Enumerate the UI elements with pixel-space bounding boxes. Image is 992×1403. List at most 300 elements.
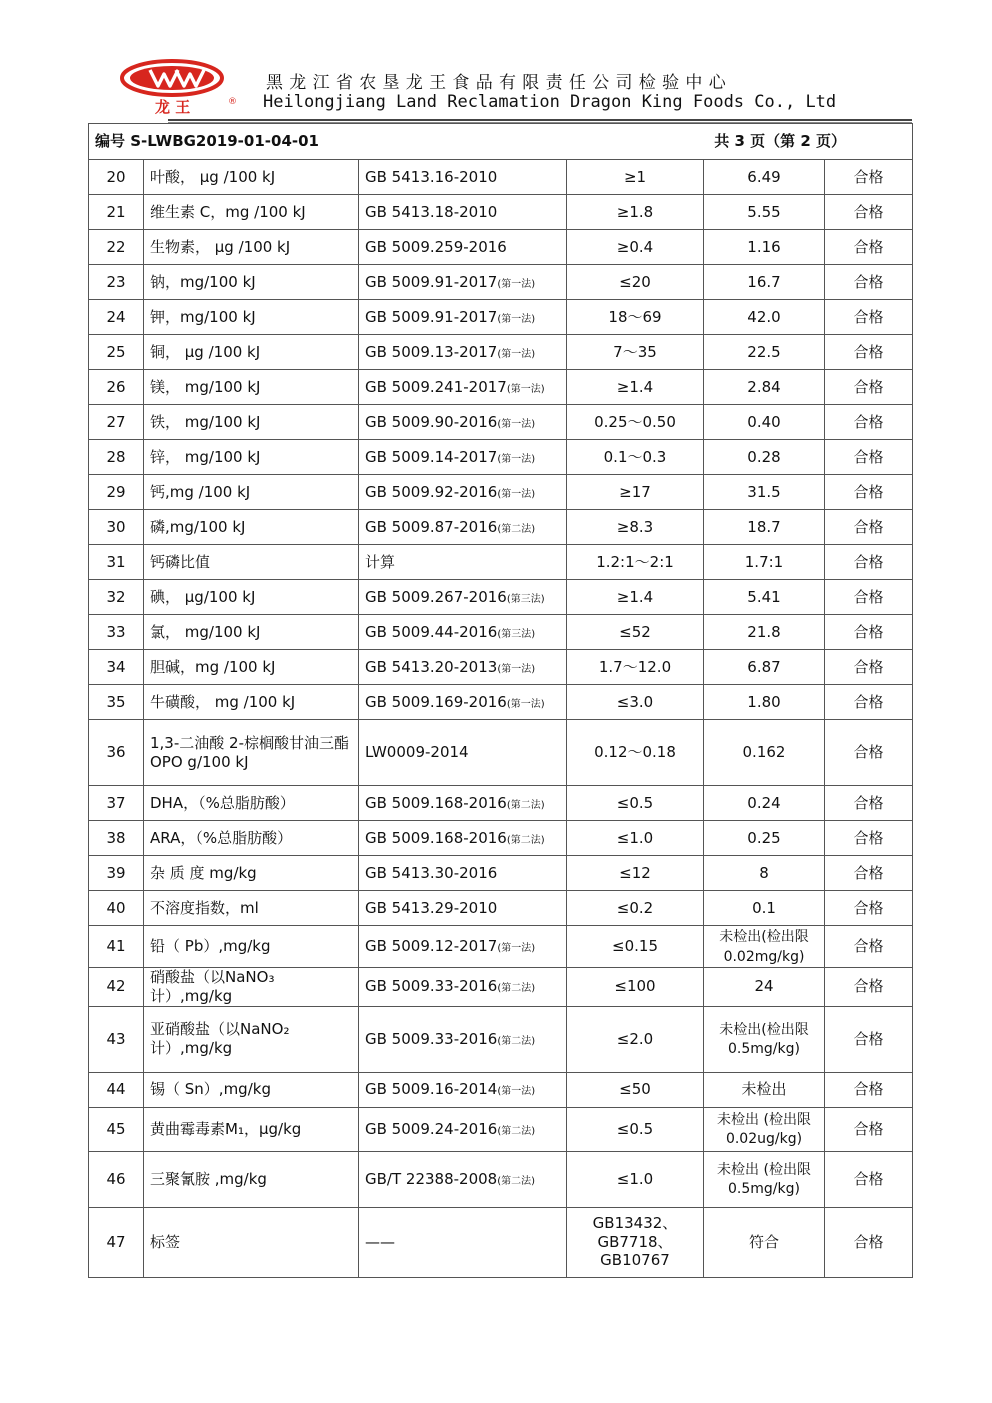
test-item-cell [144, 685, 359, 720]
standard-requirement-cell [567, 821, 704, 856]
test-method: GB 5009.91-2017 [365, 307, 498, 326]
row-number: 42 [106, 977, 126, 996]
test-method-cell [359, 615, 567, 650]
test-method: GB 5009.168-2016 [365, 828, 507, 847]
test-result-cell [704, 335, 825, 370]
test-method: GB 5009.259-2016 [365, 237, 507, 256]
conclusion: 合格 [853, 342, 884, 361]
standard-requirement: ≤1.0 [616, 1169, 654, 1188]
standard-requirement-cell [567, 1151, 704, 1207]
conclusion: 合格 [853, 1119, 884, 1138]
test-item-cell [144, 1072, 359, 1107]
row-number: 31 [106, 552, 126, 571]
test-method: GB 5009.91-2017 [365, 272, 498, 291]
method-note: (第二法) [497, 1125, 536, 1137]
test-item: 亚硝酸盐（以NaNO₂计）,mg/kg [150, 1020, 290, 1057]
table-row [89, 1151, 913, 1207]
row-number-cell [89, 545, 144, 580]
conclusion-cell [825, 1107, 913, 1151]
standard-requirement-cell [567, 265, 704, 300]
method-note: (第一法) [497, 943, 536, 955]
test-method-cell [359, 720, 567, 786]
test-method-cell [359, 926, 567, 968]
test-result-cell [704, 440, 825, 475]
conclusion-cell [825, 405, 913, 440]
conclusion-cell [825, 926, 913, 968]
row-number-cell [89, 230, 144, 265]
table-row [89, 510, 913, 545]
row-number-cell [89, 510, 144, 545]
row-number-cell [89, 650, 144, 685]
test-result-cell [704, 475, 825, 510]
test-item: 胆碱，mg /100 kJ [150, 657, 276, 676]
standard-requirement: ≤1.0 [616, 828, 654, 847]
table-row [89, 615, 913, 650]
test-item-cell [144, 405, 359, 440]
test-result: 2.84 [747, 377, 781, 396]
conclusion: 合格 [853, 863, 884, 882]
conclusion-cell [825, 1072, 913, 1107]
conclusion: 合格 [853, 1232, 884, 1251]
test-item: 磷,mg/100 kJ [150, 517, 246, 536]
conclusion: 合格 [853, 743, 884, 762]
test-item-cell [144, 545, 359, 580]
conclusion: 合格 [853, 447, 884, 466]
method-note: (第一法) [497, 348, 536, 360]
table-row [89, 230, 913, 265]
method-note: (第一法) [497, 663, 536, 675]
method-note: (第一法) [497, 418, 536, 430]
test-item: 生物素， μg /100 kJ [150, 237, 291, 256]
table-row [89, 720, 913, 786]
standard-requirement: 1.7～12.0 [598, 657, 672, 676]
test-method-cell [359, 335, 567, 370]
company-name-english: Heilongjiang Land Reclamation Dragon King Foods Co., Ltd [263, 92, 837, 112]
conclusion: 合格 [853, 552, 884, 571]
test-result-cell [704, 968, 825, 1007]
row-number: 29 [106, 482, 126, 501]
row-number-cell [89, 1107, 144, 1151]
test-item: DHA，（%总脂肪酸） [150, 793, 295, 812]
test-item-cell [144, 650, 359, 685]
table-row [89, 821, 913, 856]
row-number: 39 [106, 863, 126, 882]
standard-requirement: ≤0.2 [616, 898, 654, 917]
standard-requirement-cell [567, 510, 704, 545]
row-number: 22 [106, 237, 126, 256]
table-row [89, 968, 913, 1007]
test-method: GB 5009.24-2016 [365, 1119, 498, 1138]
report-header [120, 56, 920, 120]
test-item: 杂 质 度 mg/kg [150, 863, 257, 882]
test-result-cell [704, 720, 825, 786]
row-number: 35 [106, 692, 126, 711]
row-number-cell [89, 968, 144, 1007]
standard-requirement: ≤50 [619, 1080, 651, 1099]
test-item: 镁， mg/100 kJ [150, 377, 261, 396]
test-item: 锌， mg/100 kJ [150, 447, 261, 466]
conclusion: 合格 [853, 657, 884, 676]
row-number-cell [89, 1207, 144, 1277]
test-result-cell [704, 891, 825, 926]
standard-requirement: 0.25～0.50 [594, 412, 676, 431]
row-number: 27 [106, 412, 126, 431]
test-method-cell [359, 1006, 567, 1072]
row-number-cell [89, 891, 144, 926]
test-method: GB 5009.33-2016 [365, 1029, 498, 1048]
conclusion-cell [825, 1006, 913, 1072]
conclusion: 合格 [853, 272, 884, 291]
method-note: (第二法) [497, 1035, 536, 1047]
test-result-cell [704, 405, 825, 440]
conclusion-cell [825, 265, 913, 300]
test-item: 标签 [150, 1232, 181, 1251]
test-result: 6.49 [747, 167, 781, 186]
test-method-cell [359, 891, 567, 926]
standard-requirement: 0.12～0.18 [594, 743, 676, 762]
standard-requirement-cell [567, 545, 704, 580]
standard-requirement: 0.1～0.3 [603, 447, 667, 466]
test-result-cell [704, 230, 825, 265]
test-result-cell [704, 195, 825, 230]
row-number: 30 [106, 517, 126, 536]
standard-requirement: ≥17 [619, 482, 651, 501]
row-number: 25 [106, 342, 126, 361]
conclusion-cell [825, 300, 913, 335]
conclusion-cell [825, 786, 913, 821]
standard-requirement-cell [567, 968, 704, 1007]
conclusion: 合格 [853, 167, 884, 186]
conclusion: 合格 [853, 977, 884, 996]
company-name-chinese: 黑龙江省农垦龙王食品有限责任公司检验中心 [266, 73, 732, 93]
test-method: GB 5009.13-2017 [365, 342, 498, 361]
test-method-cell [359, 440, 567, 475]
standard-requirement-cell [567, 405, 704, 440]
standard-requirement: ≥1.4 [616, 587, 654, 606]
row-number: 46 [106, 1169, 126, 1188]
test-item: 钠，mg/100 kJ [150, 272, 256, 291]
test-result-cell [704, 685, 825, 720]
test-result: 1.16 [747, 237, 781, 256]
standard-requirement: ≤0.5 [616, 793, 654, 812]
test-method-cell [359, 300, 567, 335]
test-item-cell [144, 475, 359, 510]
test-method: 计算 [365, 552, 396, 571]
test-item: 铁， mg/100 kJ [150, 412, 261, 431]
table-row [89, 1107, 913, 1151]
table-row [89, 1072, 913, 1107]
test-method: GB 5009.168-2016 [365, 793, 507, 812]
conclusion-cell [825, 821, 913, 856]
test-method-cell [359, 856, 567, 891]
test-method: GB 5413.30-2016 [365, 863, 498, 882]
row-number: 38 [106, 828, 126, 847]
test-item: 不溶度指数，ml [150, 898, 259, 917]
test-method: GB 5413.16-2010 [365, 167, 498, 186]
test-method-cell [359, 160, 567, 195]
method-note: (第一法) [506, 698, 545, 710]
test-item: 牛磺酸， mg /100 kJ [150, 692, 296, 711]
standard-requirement-cell [567, 856, 704, 891]
table-row [89, 335, 913, 370]
row-number: 45 [106, 1119, 126, 1138]
row-number: 32 [106, 587, 126, 606]
table-row [89, 685, 913, 720]
standard-requirement-cell [567, 1006, 704, 1072]
method-note: (第一法) [497, 278, 536, 290]
standard-requirement-cell [567, 891, 704, 926]
standard-requirement: ≥1 [623, 167, 647, 186]
standard-requirement-cell [567, 580, 704, 615]
table-row [89, 891, 913, 926]
test-item-cell [144, 615, 359, 650]
test-result-cell [704, 1107, 825, 1151]
conclusion: 合格 [853, 1029, 884, 1048]
row-number-cell [89, 720, 144, 786]
row-number-cell [89, 475, 144, 510]
test-method-cell [359, 405, 567, 440]
registered-mark: ® [228, 97, 237, 107]
standard-requirement-cell [567, 1072, 704, 1107]
test-result: 18.7 [747, 517, 781, 536]
test-result-cell [704, 856, 825, 891]
conclusion: 合格 [853, 237, 884, 256]
row-number: 20 [106, 167, 126, 186]
test-result: 0.25 [747, 828, 781, 847]
document-number: 编号 S-LWBG2019-01-04-01 [95, 132, 319, 151]
test-item: 铅（ Pb）,mg/kg [150, 937, 271, 956]
row-number: 21 [106, 202, 126, 221]
conclusion: 合格 [853, 1169, 884, 1188]
test-method: GB 5009.90-2016 [365, 412, 498, 431]
row-number-cell [89, 160, 144, 195]
test-result-cell [704, 580, 825, 615]
test-method-cell [359, 968, 567, 1007]
test-item-cell [144, 856, 359, 891]
conclusion-cell [825, 195, 913, 230]
company-logo [120, 58, 242, 116]
test-item-cell [144, 160, 359, 195]
method-note: (第一法) [497, 313, 536, 325]
test-method: GB 5009.267-2016 [365, 587, 507, 606]
test-result: 16.7 [747, 272, 781, 291]
test-result: 0.162 [742, 743, 786, 762]
conclusion: 合格 [853, 937, 884, 956]
test-result-cell [704, 926, 825, 968]
standard-requirement: 7～35 [613, 342, 657, 361]
conclusion-cell [825, 230, 913, 265]
standard-requirement-cell [567, 720, 704, 786]
test-method-cell [359, 510, 567, 545]
test-result: 5.41 [747, 587, 781, 606]
page-count: 共 3 页（第 2 页） [714, 132, 847, 151]
test-result-cell [704, 821, 825, 856]
conclusion: 合格 [853, 412, 884, 431]
conclusion-cell [825, 370, 913, 405]
logo-text: 龙 王 [155, 98, 191, 116]
test-item-cell [144, 300, 359, 335]
conclusion-cell [825, 440, 913, 475]
row-number: 33 [106, 622, 126, 641]
conclusion: 合格 [853, 898, 884, 917]
test-item: ARA，（%总脂肪酸） [150, 828, 293, 847]
row-number: 24 [106, 307, 126, 326]
test-item-cell [144, 821, 359, 856]
standard-requirement-cell [567, 160, 704, 195]
standard-requirement: 18～69 [608, 307, 662, 326]
row-number-cell [89, 1072, 144, 1107]
test-result-cell [704, 1072, 825, 1107]
row-number-cell [89, 786, 144, 821]
test-item-cell [144, 440, 359, 475]
test-method: GB 5009.44-2016 [365, 622, 498, 641]
method-note: (第二法) [497, 523, 536, 535]
test-item: 氯， mg/100 kJ [150, 622, 261, 641]
conclusion: 合格 [853, 377, 884, 396]
test-item-cell [144, 195, 359, 230]
conclusion-cell [825, 615, 913, 650]
row-number-cell [89, 580, 144, 615]
test-item: 三聚氰胺 ,mg/kg [150, 1169, 267, 1188]
test-result: 6.87 [747, 657, 781, 676]
test-method-cell [359, 1151, 567, 1207]
method-note: (第一法) [497, 488, 536, 500]
test-item-cell [144, 926, 359, 968]
test-method: GB 5009.33-2016 [365, 977, 498, 996]
test-result-cell [704, 650, 825, 685]
conclusion-cell [825, 891, 913, 926]
standard-requirement: ≤20 [619, 272, 651, 291]
test-result: 21.8 [747, 622, 781, 641]
test-method: GB 5009.241-2017 [365, 377, 507, 396]
table-row [89, 160, 913, 195]
standard-requirement-cell [567, 685, 704, 720]
test-item: 碘， μg/100 kJ [150, 587, 256, 606]
test-item-cell [144, 335, 359, 370]
test-result: 24 [754, 977, 774, 996]
row-number: 34 [106, 657, 126, 676]
row-number-cell [89, 195, 144, 230]
test-method: GB 5413.18-2010 [365, 202, 498, 221]
row-number: 47 [106, 1232, 126, 1251]
test-result: 未检出 (检出限 0.5mg/kg) [717, 1161, 811, 1197]
test-item: 钙磷比值 [150, 552, 211, 571]
row-number-cell [89, 1151, 144, 1207]
conclusion: 合格 [853, 1080, 884, 1099]
test-result-cell [704, 1006, 825, 1072]
method-note: (第三法) [497, 628, 536, 640]
test-result: 0.28 [747, 447, 781, 466]
method-note: (第一法) [497, 1086, 536, 1098]
method-note: (第二法) [506, 799, 545, 811]
conclusion-cell [825, 968, 913, 1007]
conclusion: 合格 [853, 202, 884, 221]
conclusion-cell [825, 580, 913, 615]
table-row [89, 650, 913, 685]
conclusion-cell [825, 475, 913, 510]
conclusion-cell [825, 1151, 913, 1207]
document-info-row [89, 124, 913, 160]
test-method: GB 5009.92-2016 [365, 482, 498, 501]
standard-requirement: ≥1.8 [616, 202, 654, 221]
table-row [89, 265, 913, 300]
standard-requirement-cell [567, 475, 704, 510]
row-number: 28 [106, 447, 126, 466]
row-number: 37 [106, 793, 126, 812]
row-number-cell [89, 300, 144, 335]
table-row [89, 786, 913, 821]
test-method: LW0009-2014 [365, 743, 469, 762]
standard-requirement: 1.2:1～2:1 [596, 552, 674, 571]
conclusion-cell [825, 720, 913, 786]
standard-requirement: ≤0.5 [616, 1119, 654, 1138]
conclusion-cell [825, 856, 913, 891]
test-result: 1.7:1 [744, 552, 784, 571]
row-number-cell [89, 821, 144, 856]
conclusion: 合格 [853, 587, 884, 606]
row-number: 40 [106, 898, 126, 917]
conclusion: 合格 [853, 517, 884, 536]
test-method-cell [359, 821, 567, 856]
table-row [89, 475, 913, 510]
standard-requirement-cell [567, 1207, 704, 1277]
test-result: 22.5 [747, 342, 781, 361]
test-result-cell [704, 545, 825, 580]
conclusion: 合格 [853, 622, 884, 641]
test-result: 未检出 [741, 1080, 787, 1099]
row-number: 41 [106, 937, 126, 956]
test-item-cell [144, 968, 359, 1007]
test-item-cell [144, 580, 359, 615]
test-result-cell [704, 510, 825, 545]
header-divider [168, 119, 912, 121]
test-method-cell [359, 545, 567, 580]
test-method-cell [359, 475, 567, 510]
standard-requirement-cell [567, 440, 704, 475]
standard-requirement-cell [567, 786, 704, 821]
test-method-cell [359, 1107, 567, 1151]
test-item: 维生素 C，mg /100 kJ [150, 202, 306, 221]
standard-requirement: ≤12 [619, 863, 651, 882]
row-number-cell [89, 926, 144, 968]
method-note: (第二法) [497, 983, 536, 995]
test-result-cell [704, 615, 825, 650]
test-item-cell [144, 1006, 359, 1072]
test-result: 符合 [748, 1232, 779, 1251]
test-item-cell [144, 510, 359, 545]
table-row [89, 856, 913, 891]
test-item: 钾，mg/100 kJ [150, 307, 256, 326]
test-result-cell [704, 786, 825, 821]
method-note: (第三法) [506, 593, 545, 605]
test-item-cell [144, 370, 359, 405]
standard-requirement: ≤2.0 [616, 1029, 654, 1048]
test-result-cell [704, 370, 825, 405]
conclusion-cell [825, 160, 913, 195]
test-result-cell [704, 265, 825, 300]
standard-requirement-cell [567, 335, 704, 370]
test-result-cell [704, 1151, 825, 1207]
row-number: 43 [106, 1029, 126, 1048]
row-number: 23 [106, 272, 126, 291]
test-result: 未检出 (检出限 0.02ug/kg) [717, 1111, 811, 1147]
test-method: GB/T 22388-2008 [365, 1169, 498, 1188]
test-result-cell [704, 160, 825, 195]
standard-requirement: ≥0.4 [616, 237, 654, 256]
test-method-cell [359, 685, 567, 720]
test-item-cell [144, 786, 359, 821]
table-row [89, 926, 913, 968]
